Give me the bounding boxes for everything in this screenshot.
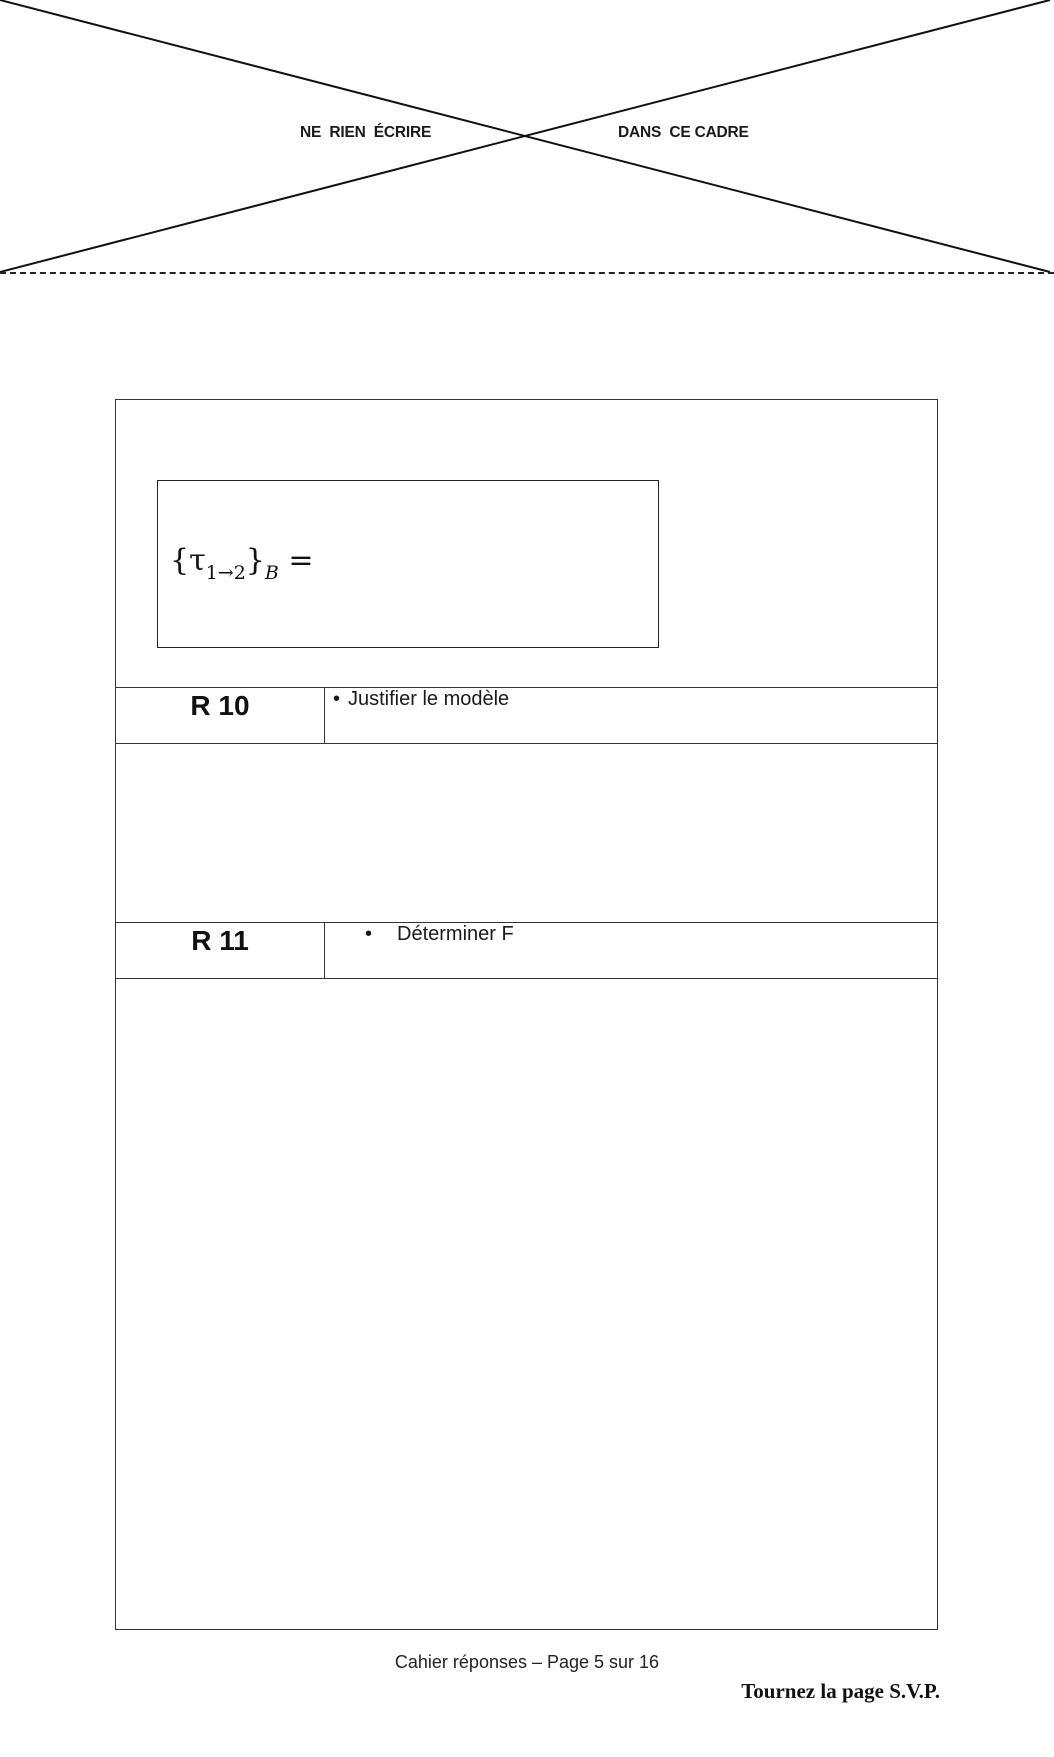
answer-area-r10[interactable]: [116, 744, 937, 922]
formula-close: }: [245, 543, 265, 578]
formula-subscript: 1→2: [205, 562, 246, 584]
question-instruction-r10: Justifier le modèle: [348, 688, 510, 710]
formula-open: {τ: [170, 543, 206, 578]
question-label-r10: R 10: [190, 690, 250, 721]
formula-sub-b: B: [264, 562, 279, 584]
torsor-formula: [170, 543, 314, 584]
row-divider: [115, 687, 938, 688]
formula-answer-box[interactable]: [157, 480, 659, 648]
no-write-zone-cross: [0, 0, 1054, 280]
answer-area-r11[interactable]: [116, 979, 937, 1627]
formula-equals: =: [278, 543, 314, 578]
turn-page-note: Tournez la page S.V.P.: [741, 1679, 940, 1703]
bullet-icon: •: [333, 688, 341, 710]
dashed-cut-line: [0, 272, 1054, 274]
question-label-r11: R 11: [191, 925, 249, 956]
page-number: Cahier réponses – Page 5 sur 16: [394, 1652, 660, 1672]
no-write-label-right: DANS CE CADRE: [618, 124, 749, 141]
row-divider: [115, 922, 938, 923]
question-instruction-r11: Déterminer F: [397, 923, 514, 945]
no-write-label-left: NE RIEN ÉCRIRE: [300, 124, 432, 141]
bullet-icon: •: [365, 923, 373, 945]
